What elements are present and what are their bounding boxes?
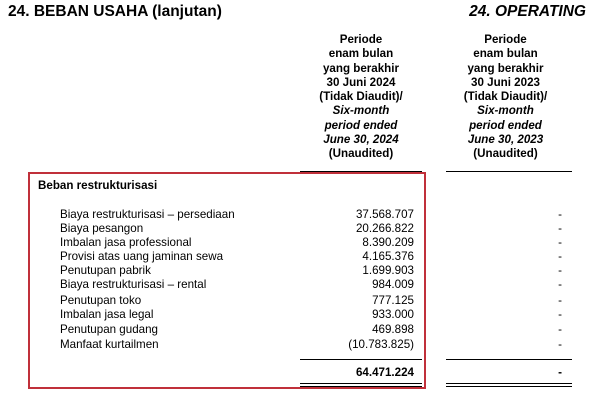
total-2023: - — [558, 366, 562, 379]
total-double-rule-2023-b — [446, 386, 572, 387]
value-2024: 37.568.707 — [355, 208, 414, 221]
table-row — [0, 323, 600, 338]
column-header-line: June 30, 2023 — [467, 133, 544, 147]
column-header-2023 — [438, 33, 573, 162]
table-row — [0, 236, 600, 251]
value-2023: - — [558, 308, 562, 321]
column-header-line: 30 Juni 2023 — [471, 75, 540, 89]
subtotal-rule-2023 — [446, 359, 572, 360]
column-header-line: June 30, 2024 — [323, 133, 399, 147]
value-2023: - — [558, 278, 562, 291]
row-label: Manfaat kurtailmen — [60, 338, 159, 351]
column-header-line: Six-month — [477, 104, 534, 118]
value-2023: - — [558, 222, 562, 235]
row-label: Biaya pesangon — [60, 222, 144, 235]
value-2024: 933.000 — [372, 308, 414, 321]
value-2023: - — [558, 236, 562, 249]
column-header-line: (Tidak Diaudit)/ — [319, 90, 403, 104]
total-double-rule-2024-a — [300, 383, 422, 384]
table-row — [0, 294, 600, 309]
page-title: 24. BEBAN USAHA (lanjutan) — [8, 3, 222, 20]
table-row — [0, 308, 600, 323]
table-row — [0, 222, 600, 237]
header-underline-2023 — [446, 171, 572, 172]
row-label: Penutupan toko — [60, 294, 142, 307]
page-title-english: 24. OPERATING — [469, 3, 586, 20]
row-label: Imbalan jasa legal — [60, 308, 154, 321]
column-header-line: Periode — [339, 33, 383, 46]
value-2024: 8.390.209 — [362, 236, 414, 249]
value-2023: - — [558, 323, 562, 336]
total-double-rule-2024-b — [300, 386, 422, 387]
column-header-line: 30 Juni 2024 — [326, 75, 396, 89]
column-header-line: yang berakhir — [322, 61, 400, 75]
value-2024: (10.783.825) — [348, 338, 414, 351]
section-title: Beban restrukturisasi — [38, 179, 158, 192]
table-row — [0, 278, 600, 293]
column-header-line: (Tidak Diaudit)/ — [463, 90, 548, 104]
column-header-line: period ended — [469, 118, 542, 132]
value-2023: - — [558, 294, 562, 307]
value-2024: 1.699.903 — [362, 264, 414, 277]
row-label: Imbalan jasa professional — [60, 236, 192, 249]
total-2024: 64.471.224 — [355, 366, 414, 379]
column-header-line: yang berakhir — [467, 61, 544, 75]
table-row — [0, 338, 600, 353]
value-2024: 984.009 — [372, 278, 414, 291]
value-2023: - — [558, 208, 562, 221]
value-2023: - — [558, 250, 562, 263]
row-label: Penutupan gudang — [60, 323, 158, 336]
table-row — [0, 264, 600, 279]
column-header-line: enam bulan — [473, 47, 538, 61]
column-header-line: (Unaudited) — [473, 147, 538, 161]
column-header-line: enam bulan — [328, 47, 394, 61]
row-label: Biaya restrukturisasi – rental — [60, 278, 207, 291]
value-2024: 4.165.376 — [362, 250, 414, 263]
subtotal-rule-2024 — [300, 359, 422, 360]
column-header-line: Six-month — [332, 104, 390, 118]
value-2024: 469.898 — [372, 323, 414, 336]
value-2024: 20.266.822 — [355, 222, 414, 235]
row-label: Provisi atas uang jaminan sewa — [60, 250, 224, 263]
value-2023: - — [558, 264, 562, 277]
column-header-line: (Unaudited) — [328, 147, 394, 161]
value-2023: - — [558, 338, 562, 351]
table-row — [0, 250, 600, 265]
row-label: Penutupan pabrik — [60, 264, 151, 277]
table-row — [0, 208, 600, 223]
row-label: Biaya restrukturisasi – persediaan — [60, 208, 235, 221]
total-double-rule-2023-a — [446, 383, 572, 384]
column-header-line: period ended — [324, 118, 398, 132]
column-header-line: Periode — [484, 33, 527, 46]
value-2024: 777.125 — [372, 294, 414, 307]
column-header-2024 — [300, 33, 422, 162]
